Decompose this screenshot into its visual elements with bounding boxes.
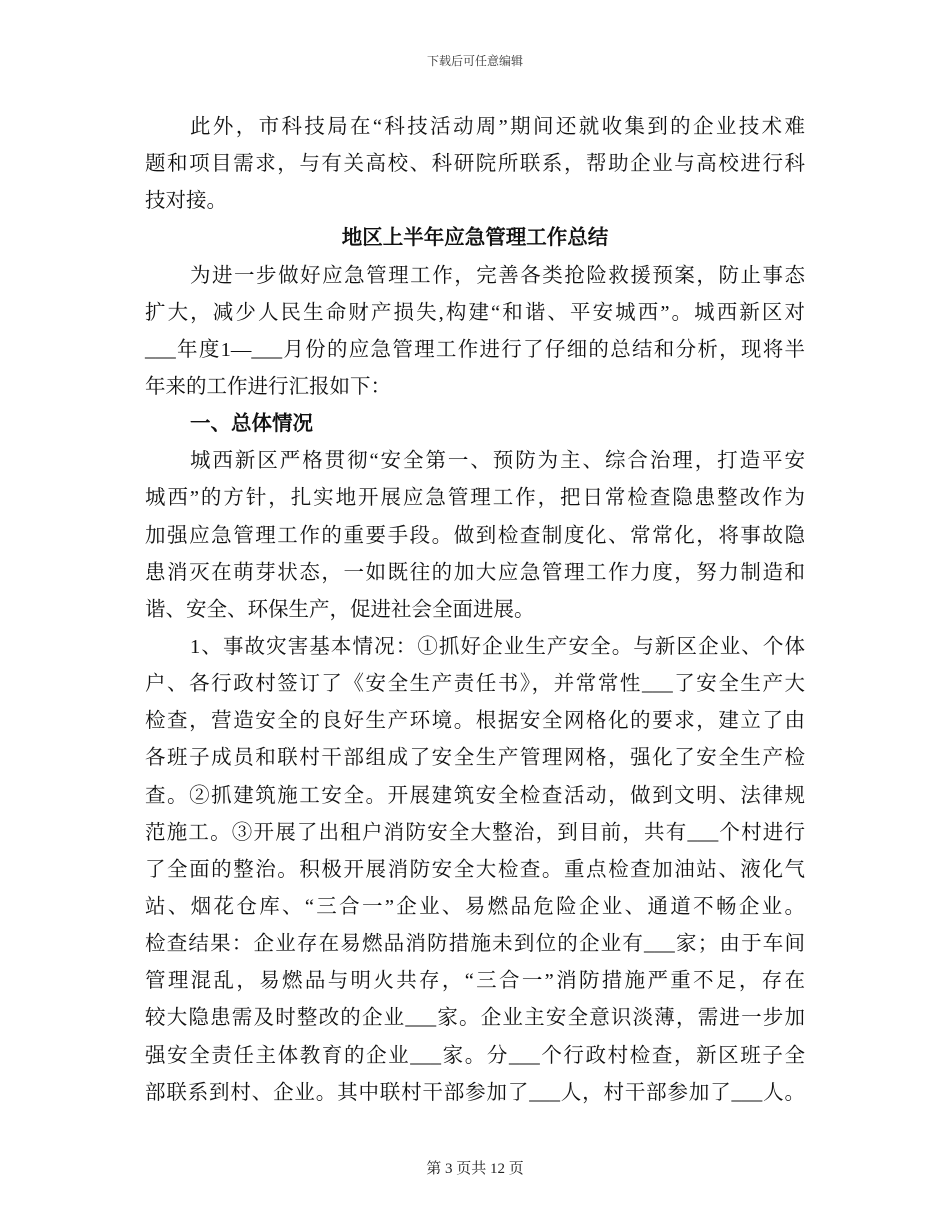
- body-line: 为进一步做好应急管理工作，完善各类抢险救援预案，防止事态: [190, 264, 805, 287]
- paragraph-incidents: [145, 629, 805, 1112]
- body-line: 各班子成员和联村干部组成了安全生产管理网格，强化了安全生产检: [145, 747, 805, 770]
- body-line: 管理混乱，易燃品与明火共存，“三合一”消防措施严重不足，存在: [145, 970, 805, 993]
- body-line: 检查，营造安全的良好生产环境。根据安全网格化的要求，建立了由: [145, 710, 805, 733]
- body-line: 户、各行政村签订了《安全生产责任书》，并常常性___了安全生产大: [145, 673, 805, 696]
- body-line: 扩大，减少人民生命财产损失,构建“和谐、平安城西”。城西新区对: [145, 301, 805, 324]
- body-line: 谐、安全、环保生产，促进社会全面进展。: [145, 598, 535, 621]
- body-line: 城西新区严格贯彻“安全第一、预防为主、综合治理，打造平安: [190, 450, 805, 473]
- document-title: 地区上半年应急管理工作总结: [341, 227, 609, 250]
- body-line: 1、事故灾害基本情况：①抓好企业生产安全。与新区企业、个体: [190, 635, 805, 658]
- body-line: 较大隐患需及时整改的企业___家。企业主安全意识淡薄，需进一步加: [145, 1007, 805, 1030]
- page-header: 下载后可任意编辑: [426, 54, 523, 68]
- body-line: 范施工。③开展了出租户消防安全大整治，到目前，共有___个村进行: [145, 821, 805, 844]
- body-line: 此外，市科技局在“科技活动周”期间还就收集到的企业技术难: [190, 116, 805, 138]
- body-line: 强安全责任主体教育的企业___家。分___个行政村检查，新区班子全: [145, 1044, 805, 1067]
- body-line: 部联系到村、企业。其中联村干部参加了___人，村干部参加了___人。: [145, 1081, 805, 1104]
- body-line: 患消灭在萌芽状态，一如既往的加大应急管理工作力度，努力制造和: [145, 561, 805, 584]
- body-line: 加强应急管理工作的重要手段。做到检查制度化、常常化，将事故隐: [145, 524, 805, 547]
- page-number: 第 3 页共 12 页: [426, 1161, 524, 1177]
- body-line: 年来的工作进行汇报如下：: [145, 375, 391, 398]
- body-line: 题和项目需求，与有关高校、科研院所联系，帮助企业与高校进行科: [145, 153, 805, 176]
- body-line: 站、烟花仓库、“三合一”企业、易燃品危险企业、通道不畅企业。: [145, 895, 805, 918]
- body-line: 技对接。: [145, 190, 227, 213]
- paragraph-preface: [145, 258, 805, 407]
- body-line: 城西”的方针，扎实地开展应急管理工作，把日常检查隐患整改作为: [145, 487, 805, 510]
- body-line: 了全面的整治。积极开展消防安全大检查。重点检查加油站、液化气: [145, 858, 805, 881]
- body-line: ___年度1—___月份的应急管理工作进行了仔细的总结和分析，现将半: [145, 338, 805, 361]
- document-body: [145, 109, 805, 1112]
- body-line: 查。②抓建筑施工安全。开展建筑安全检查活动，做到文明、法律规: [145, 784, 805, 807]
- body-line: 检查结果：企业存在易燃品消防措施未到位的企业有___家；由于车间: [145, 933, 805, 956]
- paragraph-intro: [145, 109, 805, 220]
- section-heading: 一、总体情况: [190, 413, 313, 436]
- paragraph-overview: [145, 443, 805, 629]
